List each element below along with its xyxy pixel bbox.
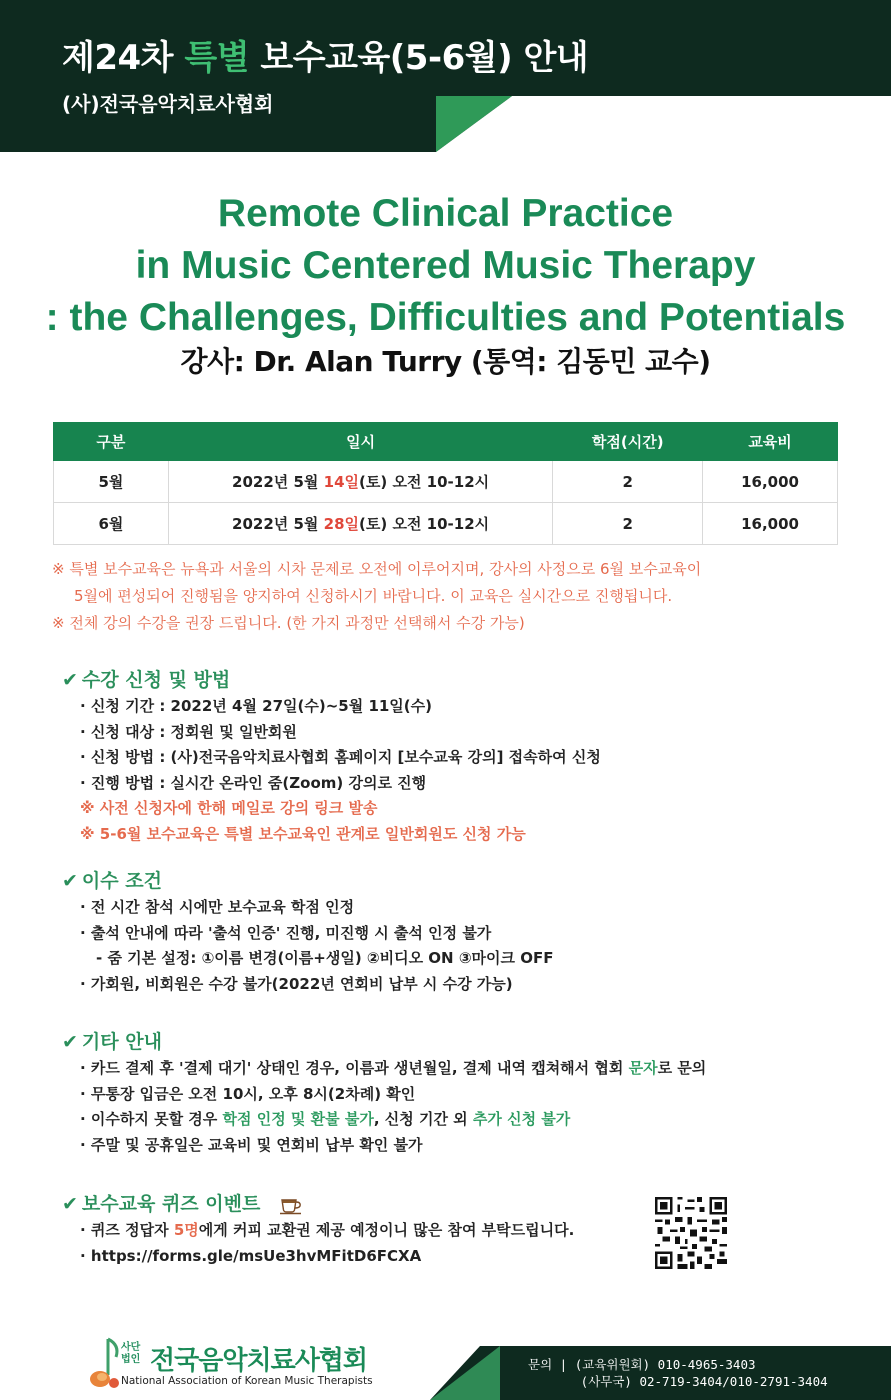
check-icon: ✔: [62, 1031, 78, 1053]
list-item: · 진행 방법 : 실시간 온라인 줌(Zoom) 강의로 진행: [80, 773, 427, 792]
col-header-datetime: 일시: [168, 423, 552, 461]
list-item: · 신청 대상 : 정회원 및 일반회원: [80, 722, 297, 741]
list-item-sub: - 줌 기본 설정: ①이름 변경(이름+생일) ②비디오 ON ③마이크 OFF: [96, 949, 554, 967]
date-day-highlight: 14일: [323, 473, 360, 491]
cell-fee: 16,000: [703, 503, 838, 545]
contact-info: [528, 1356, 828, 1390]
list-item: · 출석 안내에 따라 '출석 인증' 진행, 미진행 시 출석 인정 불가: [80, 923, 492, 942]
cell-datetime: 2022년 5월 28일(토) 오전 10-12시: [168, 503, 552, 545]
col-header-fee: 교육비: [703, 423, 838, 461]
association-logo-icon: [86, 1335, 126, 1395]
page-title: 제24차 특별 보수교육(5-6월) 안내: [62, 38, 589, 78]
cell-credit: 2: [553, 461, 703, 503]
header-banner: [0, 0, 891, 152]
list-item: · 무통장 입금은 오전 10시, 오후 8시(2차례) 확인: [80, 1084, 416, 1103]
section-quiz-event: [62, 1190, 574, 1269]
notice-line: 5월에 편성되어 진행됨을 양지하여 신청하시기 바랍니다. 이 교육은 실시간으로 진행됩니다.: [74, 587, 673, 605]
lecture-title: [0, 188, 891, 344]
section-heading: ✔ 기타 안내: [62, 1031, 162, 1053]
section-other-info: [62, 1028, 706, 1158]
list-item-warning: ※ 사전 신청자에 한해 메일로 강의 링크 발송: [80, 799, 378, 817]
cell-credit: 2: [553, 503, 703, 545]
notice-line: ※ 전체 강의 수강을 권장 드립니다. (한 가지 과정만 선택해서 수강 가능): [52, 614, 525, 632]
table-row: [54, 461, 838, 503]
col-header-category: 구분: [54, 423, 169, 461]
list-item: · 가회원, 비회원은 수강 불가(2022년 연회비 납부 시 수강 가능): [80, 974, 513, 993]
speaker-line: 강사: Dr. Alan Turry (통역: 김동민 교수): [180, 345, 711, 378]
section-heading: ✔ 보수교육 퀴즈 이벤트: [62, 1190, 574, 1218]
title-accent: 특별: [184, 38, 250, 78]
list-item: · 전 시간 참석 시에만 보수교육 학점 인정: [80, 898, 355, 916]
section-heading: ✔ 수강 신청 및 방법: [62, 669, 231, 691]
contact-line-committee: 문의 | (교육위원회) 010-4965-3403: [528, 1357, 756, 1372]
list-item: · 신청 기간 : 2022년 4월 27일(수)~5월 11일(수): [80, 697, 433, 715]
schedule-table: [53, 422, 838, 545]
organization-name: (사)전국음악치료사협회: [62, 92, 274, 116]
coffee-cup-icon: [279, 1195, 305, 1215]
logo-english-name: National Association of Korean Music Therapists: [121, 1375, 373, 1387]
list-item: · 신청 방법 : (사)전국음악치료사협회 홈페이지 [보수교육 강의] 접속하여 신청: [80, 748, 601, 766]
contact-line-office: (사무국) 02-719-3404/010-2791-3404: [528, 1374, 828, 1389]
col-header-credit: 학점(시간): [553, 423, 703, 461]
list-item: · 카드 결제 후 '결제 대기' 상태인 경우, 이름과 생년월일, 결제 내역 캡쳐해서 협회 문자로 문의: [80, 1059, 707, 1077]
table-header-row: [54, 423, 838, 461]
table-row: [54, 503, 838, 545]
logo-label-small: 사단 법인: [121, 1342, 141, 1365]
header-white-wedge: [436, 96, 891, 152]
logo-association-name: 전국음악치료사협회: [150, 1346, 368, 1376]
cell-month: 5월: [54, 461, 169, 503]
list-item: · 퀴즈 정답자 5명에게 커피 교환권 제공 예정이니 많은 참여 부탁드립니다.: [80, 1221, 575, 1239]
section-heading: ✔ 이수 조건: [62, 870, 162, 892]
section-apply: [62, 666, 601, 847]
check-icon: ✔: [62, 1193, 78, 1215]
notice-block: [52, 556, 701, 637]
check-icon: ✔: [62, 870, 78, 892]
lecture-title-line3: : the Challenges, Difficulties and Potentials: [45, 296, 846, 339]
lecture-title-line2: in Music Centered Music Therapy: [135, 244, 756, 287]
cell-fee: 16,000: [703, 461, 838, 503]
check-icon: ✔: [62, 669, 78, 691]
quiz-form-link[interactable]: · https://forms.gle/msUe3hvMFitD6FCXA: [80, 1246, 422, 1265]
qr-code-icon[interactable]: [655, 1197, 727, 1269]
list-item-warning: ※ 5-6월 보수교육은 특별 보수교육인 관계로 일반회원도 신청 가능: [80, 824, 526, 843]
list-item: · 주말 및 공휴일은 교육비 및 연회비 납부 확인 불가: [80, 1135, 423, 1154]
list-item: · 이수하지 못할 경우 학점 인정 및 환불 불가, 신청 기간 외 추가 신청 불가: [80, 1110, 571, 1128]
cell-datetime: 2022년 5월 14일(토) 오전 10-12시: [168, 461, 552, 503]
lecture-title-line1: Remote Clinical Practice: [217, 192, 674, 235]
section-completion: [62, 867, 553, 997]
cell-month: 6월: [54, 503, 169, 545]
notice-line: ※ 특별 보수교육은 뉴욕과 서울의 시차 문제로 오전에 이루어지며, 강사의 사정으로 6월 보수교육이: [52, 560, 702, 578]
date-day-highlight: 28일: [323, 515, 360, 533]
